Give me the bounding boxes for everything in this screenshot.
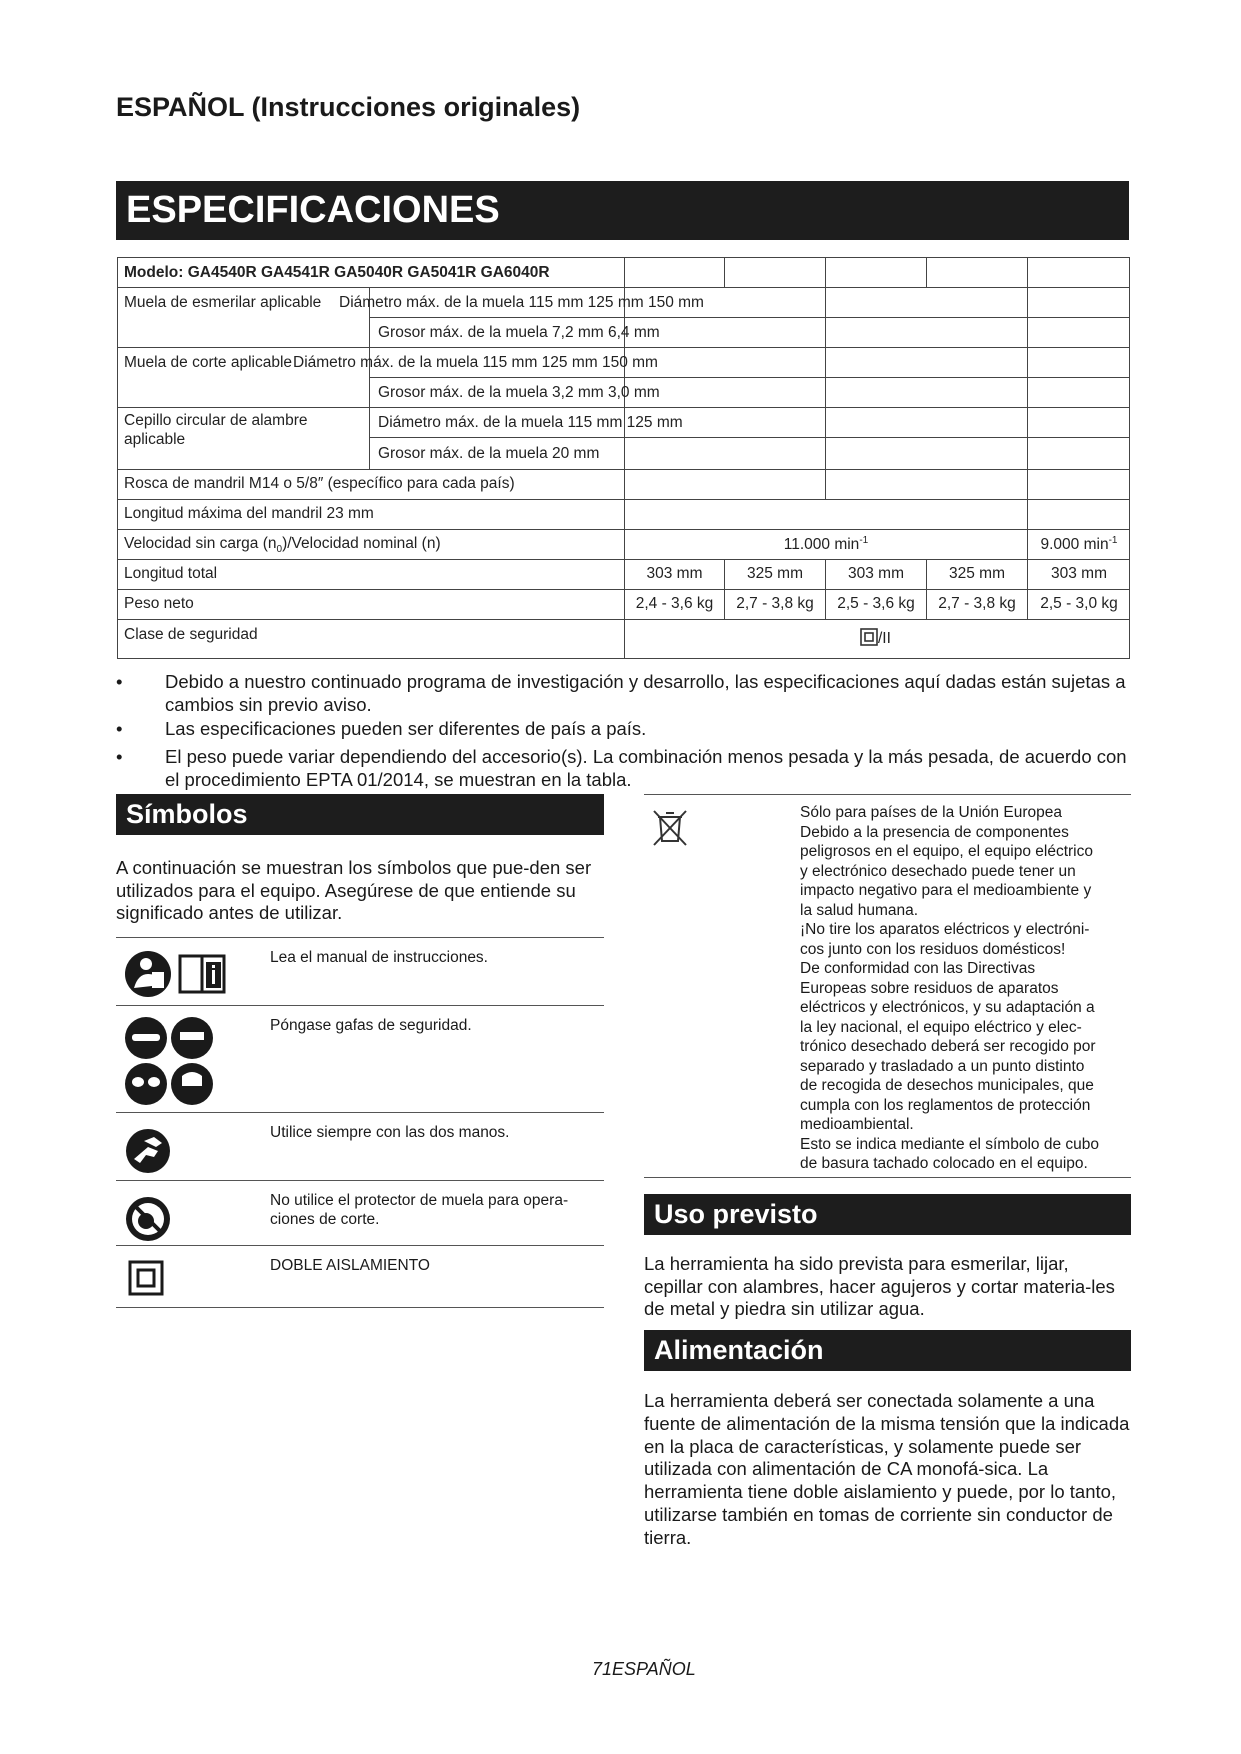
cutoff-wheel-diameter: Diámetro máx. de la muela 115 mm 125 mm 150 mm <box>293 354 658 371</box>
table-row <box>116 1180 604 1245</box>
net-weight-label: Peso neto <box>124 595 194 612</box>
page-footer: 71ESPAÑOL <box>592 1659 696 1679</box>
list-item: • El peso puede variar dependiendo del accesorio(s). La combinación menos pesada y la más pesada, de acuerdo con el procedimiento EPTA 01/2014, se muestran en la tabla. <box>116 746 1127 790</box>
weee-notice <box>644 794 1131 1178</box>
symbol-text: DOBLE AISLAMIENTO <box>270 1257 430 1274</box>
model-row: Modelo: GA4540R GA4541R GA5040R GA5041R GA6040R <box>124 264 550 281</box>
spindle-thread: Rosca de mandril M14 o 5/8″ (específico para cada país) <box>124 475 515 492</box>
overall-length-value: 303 mm <box>1051 565 1107 582</box>
intended-use-text: La herramienta ha sido prevista para esmerilar, lijar, cepillar con alambres, hacer agujeros y cortar materia-les de metal y piedra sin utilizar agua. <box>644 1253 1115 1319</box>
read-manual-icon <box>122 948 232 1005</box>
speed-value-a: 11.000 $\min^{-1}$ <box>783 535 869 554</box>
double-insulation-icon <box>860 628 878 646</box>
spindle-length: Longitud máxima del mandril 23 mm <box>124 505 374 522</box>
wire-brush-thickness: Grosor máx. de la muela 20 mm <box>378 445 600 462</box>
symbols-table <box>116 937 604 1308</box>
symbol-text: Póngase gafas de seguridad. <box>270 1017 472 1034</box>
symbol-text: Utilice siempre con las dos manos. <box>270 1124 510 1141</box>
overall-length-value: 325 mm <box>747 565 803 582</box>
symbol-text: Lea el manual de instrucciones. <box>270 949 488 966</box>
overall-length-value: 303 mm <box>646 565 703 582</box>
safety-glasses-icon <box>122 1016 222 1113</box>
safety-class-value: /II <box>860 628 891 648</box>
crossed-bin-icon <box>648 805 692 854</box>
no-guard-cutting-icon <box>122 1191 174 1248</box>
overall-length-value: 303 mm <box>848 565 904 582</box>
power-supply-text: La herramienta deberá ser conectada solamente a una fuente de alimentación de la misma tensión que la indicada en la placa de características, y solamente puede ser utilizada con alimentación de CA monofá-sica. La herramienta tiene doble aislamiento y puede, por lo tanto, utilizarse también en tomas de corriente sin conductor de tierra. <box>644 1390 1130 1548</box>
net-weight-value: 2,5 - 3,0 kg <box>1040 595 1118 612</box>
cutoff-wheel-label: Muela de corte aplicable <box>124 354 293 371</box>
symbols-intro: A continuación se muestran los símbolos que pue-den ser utilizados para el equipo. Asegúrese de que entiende su significado antes de utilizar. <box>116 857 592 923</box>
table-row <box>116 1245 604 1307</box>
specifications-heading: ESPECIFICACIONES <box>116 181 1129 240</box>
safety-class-label: Clase de seguridad <box>124 626 258 643</box>
overall-length-value: 325 mm <box>949 565 1005 582</box>
two-hands-icon <box>122 1123 174 1180</box>
grinding-wheel-thickness: Grosor máx. de la muela 7,2 mm 6,4 mm <box>378 324 660 341</box>
specifications-table <box>117 257 1130 659</box>
net-weight-value: 2,5 - 3,6 kg <box>837 595 915 612</box>
symbol-text: No utilice el protector de muela para opera-ciones de corte. <box>270 1192 569 1228</box>
overall-length-label: Longitud total <box>124 565 218 582</box>
list-item: • Debido a nuestro continuado programa de investigación y desarrollo, las especificaciones aquí dadas están sujetas a cambios sin previo aviso. <box>116 671 1126 715</box>
grinding-wheel-label: Muela de esmerilar aplicable <box>124 294 322 311</box>
net-weight-value: 2,7 - 3,8 kg <box>938 595 1016 612</box>
net-weight-value: 2,7 - 3,8 kg <box>736 595 814 612</box>
double-insulation-icon <box>128 1260 164 1301</box>
power-supply-heading: Alimentación <box>644 1330 1131 1371</box>
table-row <box>116 1005 604 1112</box>
spec-notes <box>116 670 1136 791</box>
symbols-heading: Símbolos <box>116 794 604 835</box>
list-item: • Las especificaciones pueden ser diferentes de país a país. <box>116 718 647 739</box>
wire-brush-label-2: aplicable <box>124 431 186 448</box>
cutoff-wheel-thickness: Grosor máx. de la muela 3,2 mm 3,0 mm <box>378 384 660 401</box>
table-row <box>116 1112 604 1180</box>
speed-value-b: 9.000 $\min^{-1}$ <box>1040 535 1118 554</box>
intended-use-heading: Uso previsto <box>644 1194 1131 1235</box>
table-row <box>116 937 604 1005</box>
speed-label: Velocidad sin carga $(n_0)$/Velocidad nominal (n) <box>124 535 441 556</box>
page-title: ESPAÑOL (Instrucciones originales) <box>116 92 581 122</box>
wire-brush-diameter: Diámetro máx. de la muela 115 mm 125 mm <box>378 414 683 431</box>
net-weight-value: 2,4 - 3,6 kg <box>635 595 714 612</box>
grinding-wheel-diameter: Diámetro máx. de la muela 115 mm 125 mm 150 mm <box>339 294 704 311</box>
weee-text: Sólo para países de la Unión Europea Debido a la presencia de componentes peligrosos en el equipo, el equipo eléctrico y electrónico desechado puede tener un impacto negativo para el medioambiente y la salud humana. ¡No tire los aparatos eléctricos y electróni- cos junto con los residuos domésticos! De conformidad con las Directivas Europeas sobre residuos de aparatos eléctricos y electrónicos, y su adaptación a la ley nacional, el equipo eléctrico y elec- trónico desechado deberá ser recogido por separado y trasladado a un punto distinto de recogida de desechos municipales, que cumpla con los reglamentos de protección medioambiental. Esto se indica mediante el símbolo de cubo de basura tachado colocado en el equipo. <box>800 804 1099 1172</box>
wire-brush-label: Cepillo circular de alambre <box>124 412 308 429</box>
